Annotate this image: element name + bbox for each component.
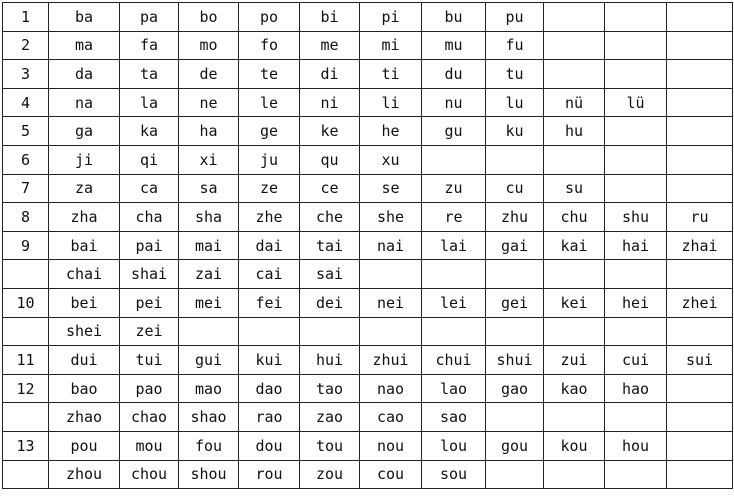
- table-row: [3, 88, 733, 117]
- syllable-cell: hu: [544, 117, 605, 146]
- syllable-cell: lu: [486, 88, 544, 117]
- syllable-cell: qi: [120, 145, 179, 174]
- syllable-cell: kao: [544, 374, 605, 403]
- syllable-cell: pa: [120, 3, 179, 32]
- syllable-cell: dei: [300, 288, 360, 317]
- syllable-cell: zu: [422, 174, 486, 203]
- syllable-cell: fa: [120, 31, 179, 60]
- syllable-cell: pi: [360, 3, 422, 32]
- syllable-cell: [544, 145, 605, 174]
- syllable-cell: mei: [179, 288, 239, 317]
- syllable-cell: se: [360, 174, 422, 203]
- row-number-cell: 12: [3, 374, 49, 403]
- syllable-cell: tui: [120, 346, 179, 375]
- syllable-cell: [667, 145, 733, 174]
- syllable-cell: dui: [49, 346, 120, 375]
- syllable-cell: shei: [49, 317, 120, 346]
- syllable-cell: kou: [544, 431, 605, 460]
- syllable-cell: na: [49, 88, 120, 117]
- table-row: [3, 60, 733, 89]
- syllable-cell: fou: [179, 431, 239, 460]
- syllable-cell: tai: [300, 231, 360, 260]
- syllable-cell: mo: [179, 31, 239, 60]
- syllable-cell: lai: [422, 231, 486, 260]
- table-row: [3, 460, 733, 489]
- syllable-cell: hao: [605, 374, 667, 403]
- syllable-cell: hou: [605, 431, 667, 460]
- syllable-cell: [667, 260, 733, 289]
- syllable-cell: zao: [300, 403, 360, 432]
- table-row: [3, 374, 733, 403]
- syllable-cell: su: [544, 174, 605, 203]
- syllable-cell: ne: [179, 88, 239, 117]
- syllable-cell: xi: [179, 145, 239, 174]
- syllable-cell: bi: [300, 3, 360, 32]
- syllable-cell: ca: [120, 174, 179, 203]
- table-row: [3, 145, 733, 174]
- syllable-cell: zei: [120, 317, 179, 346]
- syllable-cell: ke: [300, 117, 360, 146]
- syllable-cell: ze: [239, 174, 300, 203]
- syllable-cell: po: [239, 3, 300, 32]
- syllable-cell: [486, 145, 544, 174]
- syllable-cell: gu: [422, 117, 486, 146]
- syllable-cell: gou: [486, 431, 544, 460]
- table-row: [3, 317, 733, 346]
- syllable-cell: zai: [179, 260, 239, 289]
- syllable-cell: [179, 317, 239, 346]
- row-number-cell: 4: [3, 88, 49, 117]
- syllable-cell: sha: [179, 203, 239, 232]
- syllable-cell: fei: [239, 288, 300, 317]
- syllable-cell: bu: [422, 3, 486, 32]
- syllable-cell: pu: [486, 3, 544, 32]
- syllable-cell: la: [120, 88, 179, 117]
- syllable-cell: te: [239, 60, 300, 89]
- syllable-cell: cai: [239, 260, 300, 289]
- row-number-cell: 2: [3, 31, 49, 60]
- syllable-cell: cou: [360, 460, 422, 489]
- syllable-cell: [300, 317, 360, 346]
- syllable-cell: ge: [239, 117, 300, 146]
- syllable-cell: chai: [49, 260, 120, 289]
- pinyin-syllable-table: [2, 2, 733, 489]
- syllable-cell: he: [360, 117, 422, 146]
- row-number-cell: 5: [3, 117, 49, 146]
- syllable-cell: de: [179, 60, 239, 89]
- syllable-cell: fo: [239, 31, 300, 60]
- syllable-cell: ka: [120, 117, 179, 146]
- syllable-cell: mou: [120, 431, 179, 460]
- row-number-cell: [3, 460, 49, 489]
- syllable-cell: nao: [360, 374, 422, 403]
- syllable-cell: fu: [486, 31, 544, 60]
- row-number-cell: 10: [3, 288, 49, 317]
- syllable-cell: hai: [605, 231, 667, 260]
- syllable-cell: bai: [49, 231, 120, 260]
- syllable-cell: shu: [605, 203, 667, 232]
- syllable-cell: chu: [544, 203, 605, 232]
- syllable-cell: zhui: [360, 346, 422, 375]
- syllable-cell: chao: [120, 403, 179, 432]
- table-row: [3, 431, 733, 460]
- syllable-cell: gei: [486, 288, 544, 317]
- table-row: [3, 203, 733, 232]
- table-body: [3, 3, 733, 489]
- syllable-cell: mi: [360, 31, 422, 60]
- table-row: [3, 346, 733, 375]
- row-number-cell: [3, 403, 49, 432]
- row-number-cell: 6: [3, 145, 49, 174]
- row-number-cell: [3, 317, 49, 346]
- syllable-cell: rao: [239, 403, 300, 432]
- syllable-cell: sa: [179, 174, 239, 203]
- syllable-cell: [667, 460, 733, 489]
- syllable-cell: lou: [422, 431, 486, 460]
- table-row: [3, 31, 733, 60]
- syllable-cell: qu: [300, 145, 360, 174]
- syllable-cell: [667, 431, 733, 460]
- syllable-cell: shui: [486, 346, 544, 375]
- syllable-cell: me: [300, 31, 360, 60]
- syllable-cell: [486, 403, 544, 432]
- syllable-cell: sou: [422, 460, 486, 489]
- syllable-cell: [667, 88, 733, 117]
- syllable-cell: [486, 260, 544, 289]
- syllable-cell: pai: [120, 231, 179, 260]
- syllable-cell: dou: [239, 431, 300, 460]
- syllable-cell: [605, 31, 667, 60]
- syllable-cell: pao: [120, 374, 179, 403]
- syllable-cell: [667, 60, 733, 89]
- syllable-cell: lei: [422, 288, 486, 317]
- syllable-cell: du: [422, 60, 486, 89]
- syllable-cell: [360, 260, 422, 289]
- syllable-cell: hei: [605, 288, 667, 317]
- syllable-cell: [667, 117, 733, 146]
- syllable-cell: chou: [120, 460, 179, 489]
- row-number-cell: 3: [3, 60, 49, 89]
- syllable-cell: kui: [239, 346, 300, 375]
- syllable-cell: sui: [667, 346, 733, 375]
- syllable-cell: [360, 317, 422, 346]
- syllable-cell: zhu: [486, 203, 544, 232]
- syllable-cell: [605, 3, 667, 32]
- syllable-cell: [544, 403, 605, 432]
- syllable-cell: zhao: [49, 403, 120, 432]
- syllable-cell: li: [360, 88, 422, 117]
- table-row: [3, 117, 733, 146]
- syllable-cell: chui: [422, 346, 486, 375]
- syllable-cell: che: [300, 203, 360, 232]
- row-number-cell: [3, 260, 49, 289]
- syllable-cell: nu: [422, 88, 486, 117]
- syllable-cell: pei: [120, 288, 179, 317]
- syllable-cell: nei: [360, 288, 422, 317]
- syllable-cell: [667, 174, 733, 203]
- table-row: [3, 260, 733, 289]
- syllable-cell: [605, 317, 667, 346]
- syllable-cell: di: [300, 60, 360, 89]
- row-number-cell: 8: [3, 203, 49, 232]
- syllable-cell: [667, 3, 733, 32]
- syllable-cell: re: [422, 203, 486, 232]
- syllable-cell: zhou: [49, 460, 120, 489]
- syllable-cell: ba: [49, 3, 120, 32]
- syllable-cell: hui: [300, 346, 360, 375]
- syllable-cell: [605, 460, 667, 489]
- syllable-cell: [422, 260, 486, 289]
- syllable-cell: ha: [179, 117, 239, 146]
- syllable-cell: [605, 117, 667, 146]
- row-number-cell: 13: [3, 431, 49, 460]
- syllable-cell: mu: [422, 31, 486, 60]
- syllable-cell: ji: [49, 145, 120, 174]
- syllable-cell: xu: [360, 145, 422, 174]
- syllable-cell: mao: [179, 374, 239, 403]
- syllable-cell: [239, 317, 300, 346]
- syllable-cell: gui: [179, 346, 239, 375]
- syllable-cell: [544, 60, 605, 89]
- syllable-cell: ti: [360, 60, 422, 89]
- syllable-cell: [667, 317, 733, 346]
- syllable-cell: sai: [300, 260, 360, 289]
- syllable-cell: zhai: [667, 231, 733, 260]
- syllable-cell: mai: [179, 231, 239, 260]
- table-row: [3, 288, 733, 317]
- syllable-cell: bao: [49, 374, 120, 403]
- syllable-cell: [422, 145, 486, 174]
- syllable-cell: cao: [360, 403, 422, 432]
- syllable-cell: tao: [300, 374, 360, 403]
- syllable-cell: bo: [179, 3, 239, 32]
- syllable-cell: gao: [486, 374, 544, 403]
- syllable-cell: kei: [544, 288, 605, 317]
- syllable-cell: kai: [544, 231, 605, 260]
- syllable-cell: dai: [239, 231, 300, 260]
- row-number-cell: 11: [3, 346, 49, 375]
- syllable-cell: ru: [667, 203, 733, 232]
- syllable-cell: [605, 174, 667, 203]
- syllable-cell: zou: [300, 460, 360, 489]
- table-row: [3, 403, 733, 432]
- syllable-cell: [486, 460, 544, 489]
- table-row: [3, 174, 733, 203]
- syllable-cell: lao: [422, 374, 486, 403]
- syllable-cell: [544, 260, 605, 289]
- syllable-cell: nou: [360, 431, 422, 460]
- syllable-cell: dao: [239, 374, 300, 403]
- syllable-cell: pou: [49, 431, 120, 460]
- syllable-cell: rou: [239, 460, 300, 489]
- syllable-cell: [605, 145, 667, 174]
- syllable-cell: da: [49, 60, 120, 89]
- syllable-cell: [605, 260, 667, 289]
- table-row: [3, 3, 733, 32]
- syllable-cell: tu: [486, 60, 544, 89]
- row-number-cell: 1: [3, 3, 49, 32]
- syllable-cell: zhei: [667, 288, 733, 317]
- syllable-cell: [605, 60, 667, 89]
- syllable-cell: ku: [486, 117, 544, 146]
- syllable-cell: ma: [49, 31, 120, 60]
- syllable-cell: [422, 317, 486, 346]
- row-number-cell: 7: [3, 174, 49, 203]
- syllable-cell: shou: [179, 460, 239, 489]
- syllable-cell: [667, 374, 733, 403]
- syllable-cell: ju: [239, 145, 300, 174]
- syllable-cell: za: [49, 174, 120, 203]
- syllable-cell: zhe: [239, 203, 300, 232]
- syllable-cell: she: [360, 203, 422, 232]
- syllable-cell: ta: [120, 60, 179, 89]
- syllable-cell: [667, 403, 733, 432]
- syllable-cell: zui: [544, 346, 605, 375]
- syllable-cell: cha: [120, 203, 179, 232]
- syllable-cell: ni: [300, 88, 360, 117]
- syllable-cell: bei: [49, 288, 120, 317]
- syllable-cell: le: [239, 88, 300, 117]
- syllable-cell: lü: [605, 88, 667, 117]
- syllable-cell: cu: [486, 174, 544, 203]
- row-number-cell: 9: [3, 231, 49, 260]
- syllable-cell: [486, 317, 544, 346]
- syllable-cell: [667, 31, 733, 60]
- syllable-cell: zha: [49, 203, 120, 232]
- syllable-cell: nai: [360, 231, 422, 260]
- syllable-cell: [544, 3, 605, 32]
- syllable-cell: sao: [422, 403, 486, 432]
- syllable-cell: [544, 317, 605, 346]
- syllable-cell: [544, 460, 605, 489]
- syllable-cell: gai: [486, 231, 544, 260]
- syllable-cell: tou: [300, 431, 360, 460]
- syllable-cell: ce: [300, 174, 360, 203]
- syllable-cell: [544, 31, 605, 60]
- syllable-cell: shao: [179, 403, 239, 432]
- syllable-cell: [605, 403, 667, 432]
- syllable-cell: cui: [605, 346, 667, 375]
- table-row: [3, 231, 733, 260]
- syllable-cell: nü: [544, 88, 605, 117]
- syllable-cell: ga: [49, 117, 120, 146]
- syllable-cell: shai: [120, 260, 179, 289]
